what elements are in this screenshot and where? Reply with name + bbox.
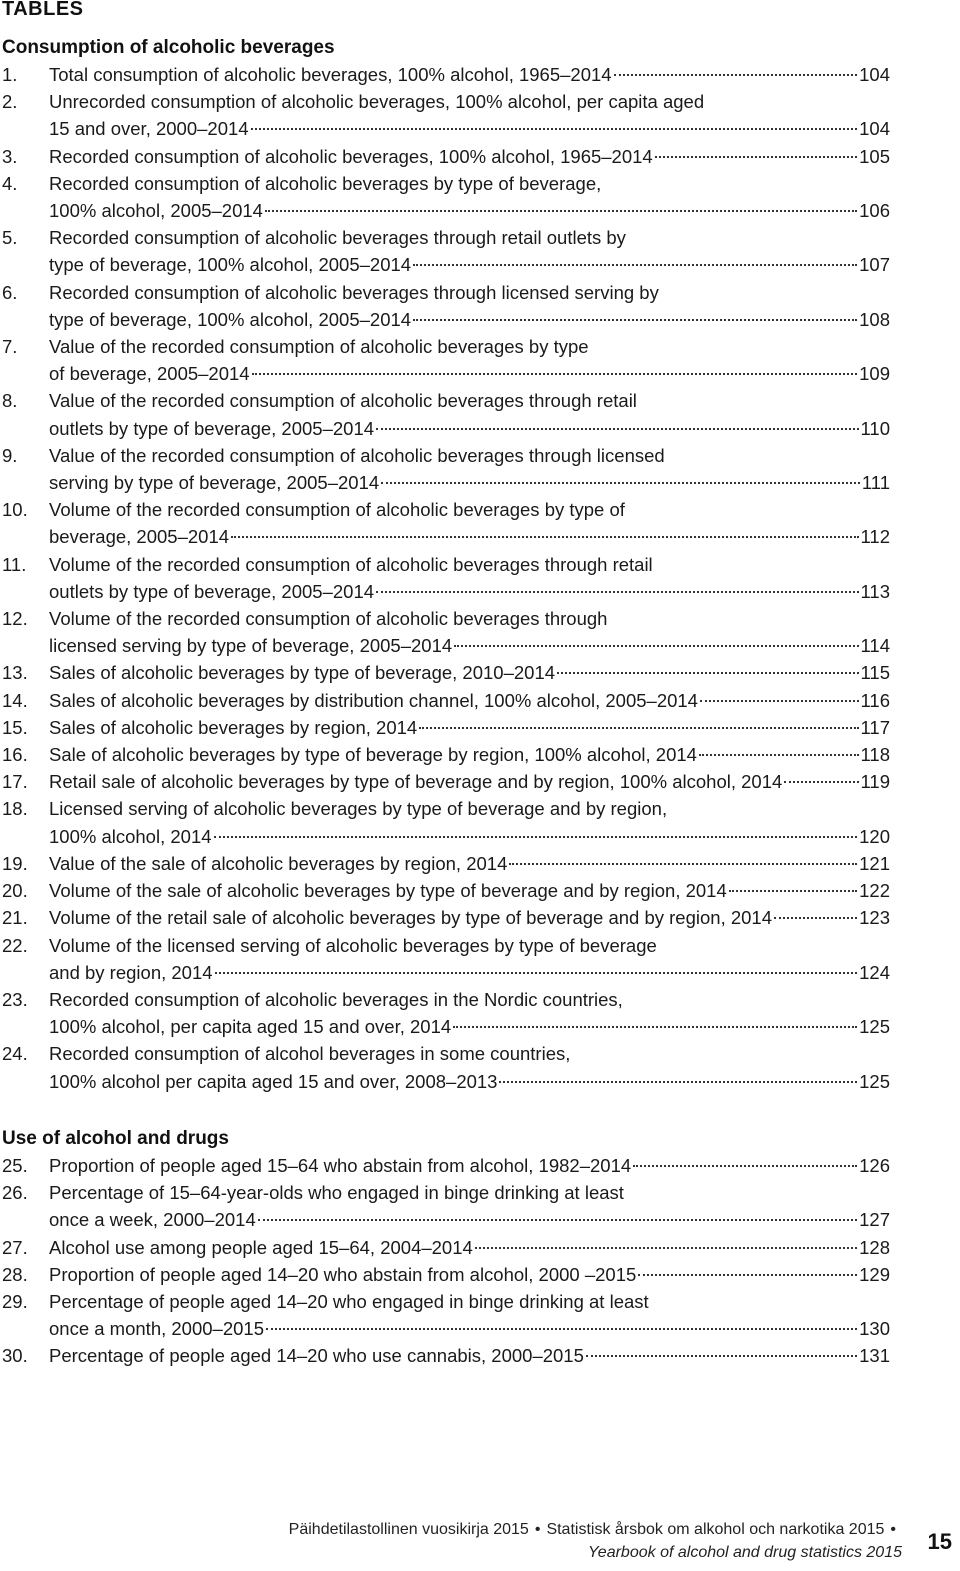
dot-leader <box>413 318 857 321</box>
toc-entry-page-number: 127 <box>859 1209 890 1231</box>
toc-entry-number: 14. <box>2 689 28 711</box>
toc-entry <box>0 741 890 768</box>
toc-entry-number: 25. <box>2 1155 28 1176</box>
dot-leader <box>557 671 858 674</box>
toc-entry-title-line: Alcohol use among people aged 15–64, 2004–2014 <box>49 1236 473 1258</box>
toc-entry-number: 20. <box>2 880 28 902</box>
toc-entry-title-line: Recorded consumption of alcoholic beverages through retail outlets by <box>49 227 626 249</box>
toc-entry-title-line: Volume of the retail sale of alcoholic beverages by type of beverage and by region, 2014 <box>49 907 772 929</box>
toc-entry-page-number: 122 <box>859 880 890 902</box>
toc-entry-page-number: 106 <box>859 200 890 222</box>
section-heading: Use of alcohol and drugs <box>2 1128 229 1149</box>
dot-leader <box>258 1218 857 1221</box>
toc-entry <box>0 279 890 333</box>
toc-entry-number: 29. <box>2 1291 28 1313</box>
toc-entry <box>0 795 890 849</box>
toc-entry-title-line: Recorded consumption of alcohol beverages in some countries, <box>49 1043 571 1065</box>
dot-leader <box>655 155 857 158</box>
toc-entry-title-line: Recorded consumption of alcoholic beverages by type of beverage, <box>49 172 602 194</box>
toc-entry-title-line: of beverage, 2005–2014 <box>49 363 250 385</box>
toc-entry-title-line: beverage, 2005–2014 <box>49 526 230 548</box>
toc-entry-title-line: outlets by type of beverage, 2005–2014 <box>49 580 375 602</box>
toc-entry-number: 6. <box>2 281 18 303</box>
toc-section-consumption <box>0 34 890 1095</box>
toc-entry <box>0 1261 890 1288</box>
toc-entry-page-number: 107 <box>859 254 890 276</box>
toc-entry-number: 2. <box>2 91 18 113</box>
toc-entry-title-line: Volume of the recorded consumption of alcoholic beverages through retail <box>49 553 653 575</box>
section-heading: Consumption of alcoholic beverages <box>2 37 335 58</box>
dot-leader <box>265 209 857 212</box>
toc-entry-number: 21. <box>2 907 28 929</box>
page-title: TABLES <box>2 0 84 20</box>
toc-entry-number: 9. <box>2 444 18 466</box>
toc-entry-title-line: Sales of alcoholic beverages by distribution channel, 100% alcohol, 2005–2014 <box>49 689 698 711</box>
toc-entry-number: 27. <box>2 1236 28 1258</box>
toc-entry-title-line: Value of the recorded consumption of alcoholic beverages by type <box>49 336 589 358</box>
toc-entry-list <box>0 1152 890 1370</box>
toc-entry-title-line: Value of the sale of alcoholic beverages by region, 2014 <box>49 852 508 874</box>
toc-entry-title-line: Sales of alcoholic beverages by region, 2014 <box>49 716 418 738</box>
toc-entry <box>0 687 890 714</box>
toc-entry-number: 19. <box>2 852 28 874</box>
toc-entry-number: 7. <box>2 336 18 358</box>
toc-entry-number: 13. <box>2 662 28 684</box>
toc-entry-title-line: Proportion of people aged 15–64 who abstain from alcohol, 1982–2014 <box>49 1155 632 1176</box>
toc-entry-title-line: Recorded consumption of alcoholic beverages, 100% alcohol, 1965–2014 <box>49 145 653 167</box>
dot-leader <box>214 835 858 838</box>
dot-leader <box>784 780 858 783</box>
toc-entry-number: 18. <box>2 798 28 820</box>
toc-entry-page-number: 114 <box>860 635 890 657</box>
toc-entry-number: 30. <box>2 1345 28 1367</box>
toc-entry <box>0 877 890 904</box>
toc-entry-title-line: serving by type of beverage, 2005–2014 <box>49 472 380 494</box>
toc-entry-page-number: 112 <box>860 526 890 548</box>
dot-leader <box>699 753 859 756</box>
toc-entry-title-line: once a week, 2000–2014 <box>49 1209 256 1231</box>
footer-title-english: Yearbook of alcohol and drug statistics 2015 <box>588 1544 902 1561</box>
toc-entry-title-line: Sales of alcoholic beverages by type of beverage, 2010–2014 <box>49 662 556 684</box>
dot-leader <box>729 889 857 892</box>
toc-entry-title-line: Percentage of people aged 14–20 who use cannabis, 2000–2015 <box>49 1345 584 1367</box>
toc-entry-page-number: 118 <box>860 744 890 766</box>
toc-entry-title-line: licensed serving by type of beverage, 2005–2014 <box>49 635 453 657</box>
dot-leader <box>774 916 857 919</box>
dot-leader <box>381 481 860 484</box>
dot-leader <box>266 1327 857 1330</box>
toc-entry <box>0 88 890 142</box>
toc-entry-number: 24. <box>2 1043 28 1065</box>
toc-entry-page-number: 123 <box>859 907 890 929</box>
toc-entry-number: 10. <box>2 499 28 521</box>
toc-entry-title-line: outlets by type of beverage, 2005–2014 <box>49 417 375 439</box>
toc-entry <box>0 605 890 659</box>
toc-entry-page-number: 125 <box>859 1070 890 1092</box>
toc-entry-title-line: Percentage of people aged 14–20 who engaged in binge drinking at least <box>49 1291 649 1313</box>
dot-leader <box>499 1080 857 1083</box>
dot-leader <box>509 862 857 865</box>
dot-leader <box>252 372 858 375</box>
toc-entry <box>0 143 890 170</box>
dot-leader <box>633 1164 857 1167</box>
toc-entry-title-line: Retail sale of alcoholic beverages by type of beverage and by region, 100% alcohol, 2014 <box>49 771 783 793</box>
toc-entry-title-line: once a month, 2000–2015 <box>49 1318 264 1340</box>
toc-entry-page-number: 119 <box>860 771 890 793</box>
dot-leader <box>376 427 858 430</box>
toc-entry-page-number: 111 <box>861 472 890 494</box>
toc-entry-page-number: 109 <box>859 363 890 385</box>
page-footer <box>0 1519 960 1569</box>
dot-leader <box>453 1025 857 1028</box>
dot-leader <box>638 1273 857 1276</box>
toc-entry <box>0 1179 890 1233</box>
footer-title-swedish: Statistisk årsbok om alkohol och narkotika 2015 <box>546 1521 885 1538</box>
toc-entry <box>0 659 890 686</box>
toc-entry <box>0 1234 890 1261</box>
toc-entry-title-line: Volume of the sale of alcoholic beverages by type of beverage and by region, 2014 <box>49 880 727 902</box>
toc-entry-page-number: 120 <box>859 825 890 847</box>
toc-entry-title-line: Unrecorded consumption of alcoholic beverages, 100% alcohol, per capita aged <box>49 91 705 113</box>
toc-entry-page-number: 108 <box>859 308 890 330</box>
toc-entry-title-line: 100% alcohol, 2014 <box>49 825 212 847</box>
toc-entry-title-line: Volume of the recorded consumption of alcoholic beverages through <box>49 608 608 630</box>
toc-entry-list <box>0 61 890 1095</box>
toc-entry-number: 22. <box>2 934 28 956</box>
toc-entry <box>0 932 890 986</box>
bullet-icon: • <box>534 1521 541 1538</box>
toc-entry <box>0 1040 890 1094</box>
toc-entry-title-line: 100% alcohol, per capita aged 15 and over, 2014 <box>49 1016 452 1038</box>
toc-entry-title-line: and by region, 2014 <box>49 961 213 983</box>
toc-entry-page-number: 105 <box>859 145 890 167</box>
dot-leader <box>700 699 859 702</box>
toc-entry-title-line: Recorded consumption of alcoholic beverages in the Nordic countries, <box>49 988 623 1010</box>
toc-entry-title-line: Proportion of people aged 14–20 who abstain from alcohol, 2000 –2015 <box>49 1263 637 1285</box>
dot-leader <box>376 590 858 593</box>
dot-leader <box>413 263 857 266</box>
toc-entry-page-number: 128 <box>859 1236 890 1258</box>
toc-entry <box>0 496 890 550</box>
dot-leader <box>454 644 858 647</box>
toc-entry <box>0 551 890 605</box>
toc-entry <box>0 1288 890 1342</box>
toc-entry-title-line: type of beverage, 100% alcohol, 2005–2014 <box>49 254 412 276</box>
toc-entry-title-line: Volume of the recorded consumption of alcoholic beverages by type of <box>49 499 625 521</box>
toc-entry <box>0 986 890 1040</box>
toc-entry-page-number: 130 <box>859 1318 890 1340</box>
toc-entry <box>0 850 890 877</box>
toc-entry-page-number: 104 <box>859 64 890 85</box>
toc-entry-number: 11. <box>2 553 27 575</box>
toc-entry-page-number: 115 <box>860 662 890 684</box>
toc-entry-page-number: 129 <box>859 1263 890 1285</box>
footer-title-finnish: Päihdetilastollinen vuosikirja 2015 <box>288 1521 529 1538</box>
toc-entry-title-line: 15 and over, 2000–2014 <box>49 118 249 140</box>
toc-entry-title-line: Value of the recorded consumption of alcoholic beverages through retail <box>49 390 637 412</box>
dot-leader <box>215 971 858 974</box>
toc-entry-page-number: 125 <box>859 1016 890 1038</box>
toc-entry-page-number: 124 <box>859 961 890 983</box>
toc-entry-number: 4. <box>2 172 18 194</box>
toc-entry-page-number: 116 <box>860 689 890 711</box>
dot-leader <box>586 1354 857 1357</box>
toc-entry <box>0 904 890 931</box>
toc-entry <box>0 1152 890 1179</box>
toc-entry <box>0 333 890 387</box>
toc-entry-number: 15. <box>2 716 28 738</box>
toc-entry-title-line: type of beverage, 100% alcohol, 2005–2014 <box>49 308 412 330</box>
toc-entry-number: 1. <box>2 64 18 85</box>
toc-entry-page-number: 113 <box>860 580 890 602</box>
bullet-icon: • <box>890 1521 896 1538</box>
toc-entry-page-number: 131 <box>859 1345 890 1367</box>
toc-entry-number: 8. <box>2 390 18 412</box>
toc-entry <box>0 1342 890 1369</box>
toc-entry-title-line: Volume of the licensed serving of alcoholic beverages by type of beverage <box>49 934 657 956</box>
toc-entry-page-number: 117 <box>860 716 890 738</box>
dot-leader <box>251 127 858 130</box>
dot-leader <box>231 535 858 538</box>
toc-entry <box>0 61 890 88</box>
toc-entry-title-line: Total consumption of alcoholic beverages, 100% alcohol, 1965–2014 <box>49 64 612 85</box>
dot-leader <box>614 73 858 76</box>
dot-leader <box>475 1246 857 1249</box>
toc-entry-title-line: Sale of alcoholic beverages by type of beverage by region, 100% alcohol, 2014 <box>49 744 697 766</box>
toc-entry <box>0 170 890 224</box>
toc-entry-number: 3. <box>2 145 18 167</box>
toc-entry-page-number: 126 <box>859 1155 890 1176</box>
toc-entry-page-number: 121 <box>859 852 890 874</box>
toc-entry <box>0 442 890 496</box>
toc-entry-number: 23. <box>2 988 28 1010</box>
toc-entry-title-line: 100% alcohol per capita aged 15 and over, 2008–2013 <box>49 1070 498 1092</box>
dot-leader <box>419 726 858 729</box>
toc-entry-number: 26. <box>2 1182 28 1204</box>
toc-entry <box>0 387 890 441</box>
toc-entry-number: 5. <box>2 227 18 249</box>
toc-entry-title-line: Recorded consumption of alcoholic beverages through licensed serving by <box>49 281 659 303</box>
toc-entry-number: 17. <box>2 771 28 793</box>
toc-entry-title-line: Value of the recorded consumption of alcoholic beverages through licensed <box>49 444 665 466</box>
toc-entry-page-number: 110 <box>860 417 890 439</box>
toc-entry-number: 28. <box>2 1263 28 1285</box>
toc-entry-number: 16. <box>2 744 28 766</box>
toc-entry <box>0 714 890 741</box>
toc-entry <box>0 224 890 278</box>
toc-entry-page-number: 104 <box>859 118 890 140</box>
page-number: 15 <box>927 1529 952 1554</box>
toc-entry-title-line: 100% alcohol, 2005–2014 <box>49 200 263 222</box>
footer-publication-line <box>289 1521 902 1539</box>
toc-entry-title-line: Licensed serving of alcoholic beverages by type of beverage and by region, <box>49 798 668 820</box>
toc-entry-number: 12. <box>2 608 28 630</box>
toc-section-use <box>0 1125 890 1370</box>
toc-entry-title-line: Percentage of 15–64-year-olds who engaged in binge drinking at least <box>49 1182 624 1204</box>
toc-entry <box>0 768 890 795</box>
